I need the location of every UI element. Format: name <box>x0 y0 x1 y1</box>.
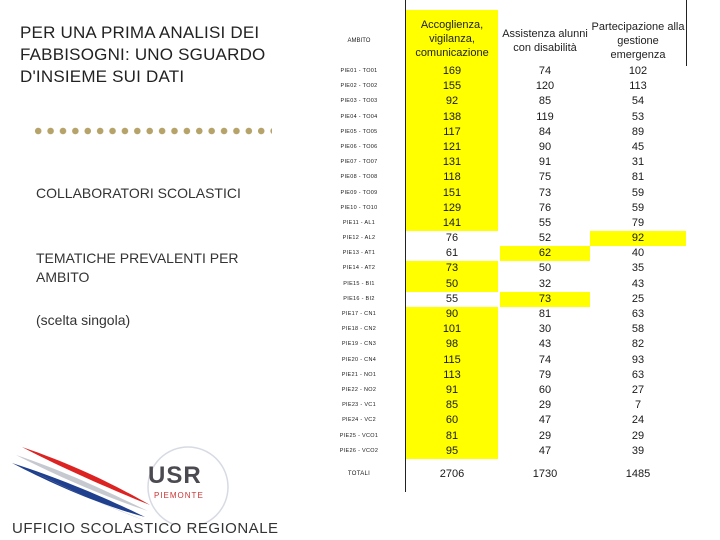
column-divider <box>686 0 687 66</box>
assistenza-cell: 84 <box>538 125 552 138</box>
header-accoglienza: Accoglienza, vigilanza, comunicazione <box>406 10 498 64</box>
ambito-cell: PIE06 - TO06 <box>340 143 378 150</box>
logo-footer: UFFICIO SCOLASTICO REGIONALE <box>12 520 279 537</box>
accoglienza-cell: 101 <box>406 322 498 337</box>
table-row <box>314 307 688 322</box>
ambito-cell: PIE01 - TO01 <box>340 68 378 74</box>
table-row <box>314 110 688 125</box>
accoglienza-cell: 95 <box>406 444 498 459</box>
accoglienza-cell: 50 <box>406 277 498 292</box>
accoglienza-cell: 55 <box>445 292 459 305</box>
table-row <box>314 64 688 79</box>
accoglienza-cell: 169 <box>406 64 498 79</box>
table-row <box>314 322 688 337</box>
table-header <box>314 18 688 64</box>
table-row <box>314 201 688 216</box>
table-row <box>314 337 688 352</box>
ambito-cell: PIE21 - NO1 <box>341 371 377 378</box>
assistenza-cell: 43 <box>538 338 552 351</box>
ambito-cell: PIE05 - TO05 <box>340 128 378 135</box>
partecipazione-cell: 27 <box>631 383 645 396</box>
header-partecipazione: Partecipazione alla gestione emergenza <box>591 21 685 61</box>
assistenza-cell: 50 <box>538 262 552 275</box>
accoglienza-cell: 141 <box>406 216 498 231</box>
accoglienza-cell: 151 <box>406 186 498 201</box>
ambito-cell: PIE17 - CN1 <box>341 311 377 317</box>
column-divider <box>405 0 406 492</box>
assistenza-cell: 73 <box>538 186 552 199</box>
partecipazione-cell: 29 <box>631 429 645 442</box>
assistenza-cell: 75 <box>538 171 552 184</box>
accoglienza-cell: 115 <box>406 353 498 368</box>
accoglienza-cell: 129 <box>406 201 498 216</box>
table-row <box>314 140 688 155</box>
partecipazione-cell: 39 <box>631 444 645 457</box>
ambito-cell: PIE24 - VC2 <box>342 417 376 424</box>
table-row <box>314 444 688 459</box>
table-row <box>314 398 688 413</box>
partecipazione-cell: 102 <box>628 65 648 77</box>
assistenza-cell: 55 <box>538 216 552 229</box>
partecipazione-cell: 25 <box>631 292 645 305</box>
ambito-cell: PIE14 - AT2 <box>342 265 376 272</box>
assistenza-cell: 29 <box>538 399 552 412</box>
assistenza-cell: 74 <box>538 65 552 77</box>
partecipazione-cell: 35 <box>631 262 645 275</box>
logo-name: USR <box>148 462 202 489</box>
assistenza-cell: 90 <box>538 140 552 153</box>
partecipazione-cell: 40 <box>631 247 645 260</box>
table-row <box>314 261 688 276</box>
assistenza-cell: 73 <box>500 292 590 307</box>
assistenza-cell: 62 <box>500 246 590 261</box>
assistenza-cell: 30 <box>538 323 552 336</box>
partecipazione-cell: 43 <box>631 277 645 290</box>
table-row <box>314 246 688 261</box>
table-row <box>314 368 688 383</box>
ambito-cell: PIE18 - CN2 <box>341 326 377 333</box>
accoglienza-cell: 90 <box>406 307 498 322</box>
accoglienza-cell: 92 <box>406 94 498 109</box>
total-par-cell: 1485 <box>625 467 651 480</box>
ambito-cell: PIE02 - TO02 <box>340 83 378 90</box>
partecipazione-cell: 53 <box>631 110 645 123</box>
table-row <box>314 413 688 428</box>
partecipazione-cell: 113 <box>629 80 647 93</box>
total-ass-cell: 1730 <box>532 467 558 480</box>
assistenza-cell: 32 <box>538 277 552 290</box>
accoglienza-cell: 118 <box>406 170 498 185</box>
ambito-cell: PIE19 - CN3 <box>341 341 377 348</box>
ambito-cell: PIE22 - NO2 <box>341 386 377 393</box>
partecipazione-cell: 45 <box>631 140 645 153</box>
accoglienza-cell: 131 <box>406 155 498 170</box>
table-row <box>314 277 688 292</box>
header-assistenza: Assistenza alunni con disabilità <box>502 28 588 54</box>
topic-label: TEMATICHE PREVALENTI PER AMBITO <box>36 250 239 285</box>
total-row <box>314 462 688 486</box>
partecipazione-cell: 31 <box>631 156 645 169</box>
table-row <box>314 94 688 109</box>
partecipazione-cell: 7 <box>634 399 642 412</box>
partecipazione-cell: 89 <box>631 125 645 138</box>
ambito-cell: PIE16 - BI2 <box>343 295 375 302</box>
accoglienza-cell: 113 <box>406 368 498 383</box>
header-ambito: AMBITO <box>347 38 371 44</box>
assistenza-cell: 29 <box>538 429 552 442</box>
accoglienza-cell: 155 <box>406 79 498 94</box>
assistenza-cell: 91 <box>538 156 552 169</box>
assistenza-cell: 76 <box>538 201 552 214</box>
ambito-cell: PIE25 - VCO1 <box>339 432 379 439</box>
partecipazione-cell: 59 <box>631 186 645 199</box>
ambito-cell: PIE07 - TO07 <box>340 159 378 166</box>
partecipazione-cell: 24 <box>631 414 645 427</box>
total-ambito-cell: TOTALI <box>347 470 371 477</box>
table-row <box>314 155 688 170</box>
assistenza-cell: 47 <box>538 444 552 457</box>
table-row <box>314 383 688 398</box>
accoglienza-cell: 98 <box>406 337 498 352</box>
assistenza-cell: 47 <box>538 414 552 427</box>
data-table <box>314 18 688 486</box>
note-label: (scelta singola) <box>36 312 131 328</box>
accoglienza-cell: 60 <box>406 413 498 428</box>
assistenza-cell: 52 <box>538 232 552 245</box>
assistenza-cell: 81 <box>538 308 552 320</box>
ambito-cell: PIE09 - TO09 <box>340 189 378 196</box>
partecipazione-cell: 93 <box>631 353 645 366</box>
table-row <box>314 186 688 201</box>
partecipazione-cell: 79 <box>631 216 645 229</box>
accoglienza-cell: 73 <box>406 261 498 276</box>
ambito-cell: PIE13 - AT1 <box>342 250 376 257</box>
partecipazione-cell: 54 <box>631 95 645 108</box>
accoglienza-cell: 76 <box>445 232 459 245</box>
page-title: PER UNA PRIMA ANALISI DEI FABBISOGNI: UNO SGUARDO D'INSIEME SUI DATI <box>20 23 266 86</box>
table-row <box>314 216 688 231</box>
table-row <box>314 292 688 307</box>
assistenza-cell: 119 <box>536 110 554 123</box>
assistenza-cell: 74 <box>538 353 552 366</box>
ambito-cell: PIE23 - VC1 <box>342 402 376 409</box>
ambito-cell: PIE15 - BI1 <box>343 280 375 287</box>
assistenza-cell: 79 <box>538 368 552 381</box>
table-row <box>314 125 688 140</box>
partecipazione-cell: 82 <box>631 338 645 351</box>
accoglienza-cell: 117 <box>406 125 498 140</box>
ambito-cell: PIE10 - TO10 <box>340 204 378 211</box>
accoglienza-cell: 91 <box>406 383 498 398</box>
table-row <box>314 353 688 368</box>
logo-region: PIEMONTE <box>154 491 204 500</box>
dotted-divider <box>32 125 272 137</box>
accoglienza-cell: 61 <box>445 247 459 260</box>
partecipazione-cell: 92 <box>590 231 686 246</box>
assistenza-cell: 120 <box>535 80 555 93</box>
ambito-cell: PIE08 - TO08 <box>340 174 378 181</box>
ambito-cell: PIE26 - VCO2 <box>339 447 379 454</box>
table-row <box>314 231 688 246</box>
partecipazione-cell: 58 <box>631 323 645 336</box>
partecipazione-cell: 63 <box>631 308 645 320</box>
table-row <box>314 429 688 444</box>
partecipazione-cell: 63 <box>631 368 645 381</box>
partecipazione-cell: 81 <box>631 171 645 184</box>
ambito-cell: PIE20 - CN4 <box>341 356 377 363</box>
accoglienza-cell: 121 <box>406 140 498 155</box>
partecipazione-cell: 59 <box>631 201 645 214</box>
assistenza-cell: 85 <box>538 95 552 108</box>
accoglienza-cell: 138 <box>406 110 498 125</box>
section-label: COLLABORATORI SCOLASTICI <box>36 185 241 201</box>
table-row <box>314 170 688 185</box>
assistenza-cell: 60 <box>538 383 552 396</box>
table-body <box>314 64 688 486</box>
ambito-cell: PIE03 - TO03 <box>340 98 378 105</box>
total-acc-cell: 2706 <box>439 467 465 480</box>
table-row <box>314 79 688 94</box>
ambito-cell: PIE04 - TO04 <box>340 113 378 120</box>
accoglienza-cell: 81 <box>406 429 498 444</box>
ambito-cell: PIE12 - AL2 <box>342 235 376 242</box>
ambito-cell: PIE11 - AL1 <box>342 219 376 226</box>
accoglienza-cell: 85 <box>406 398 498 413</box>
